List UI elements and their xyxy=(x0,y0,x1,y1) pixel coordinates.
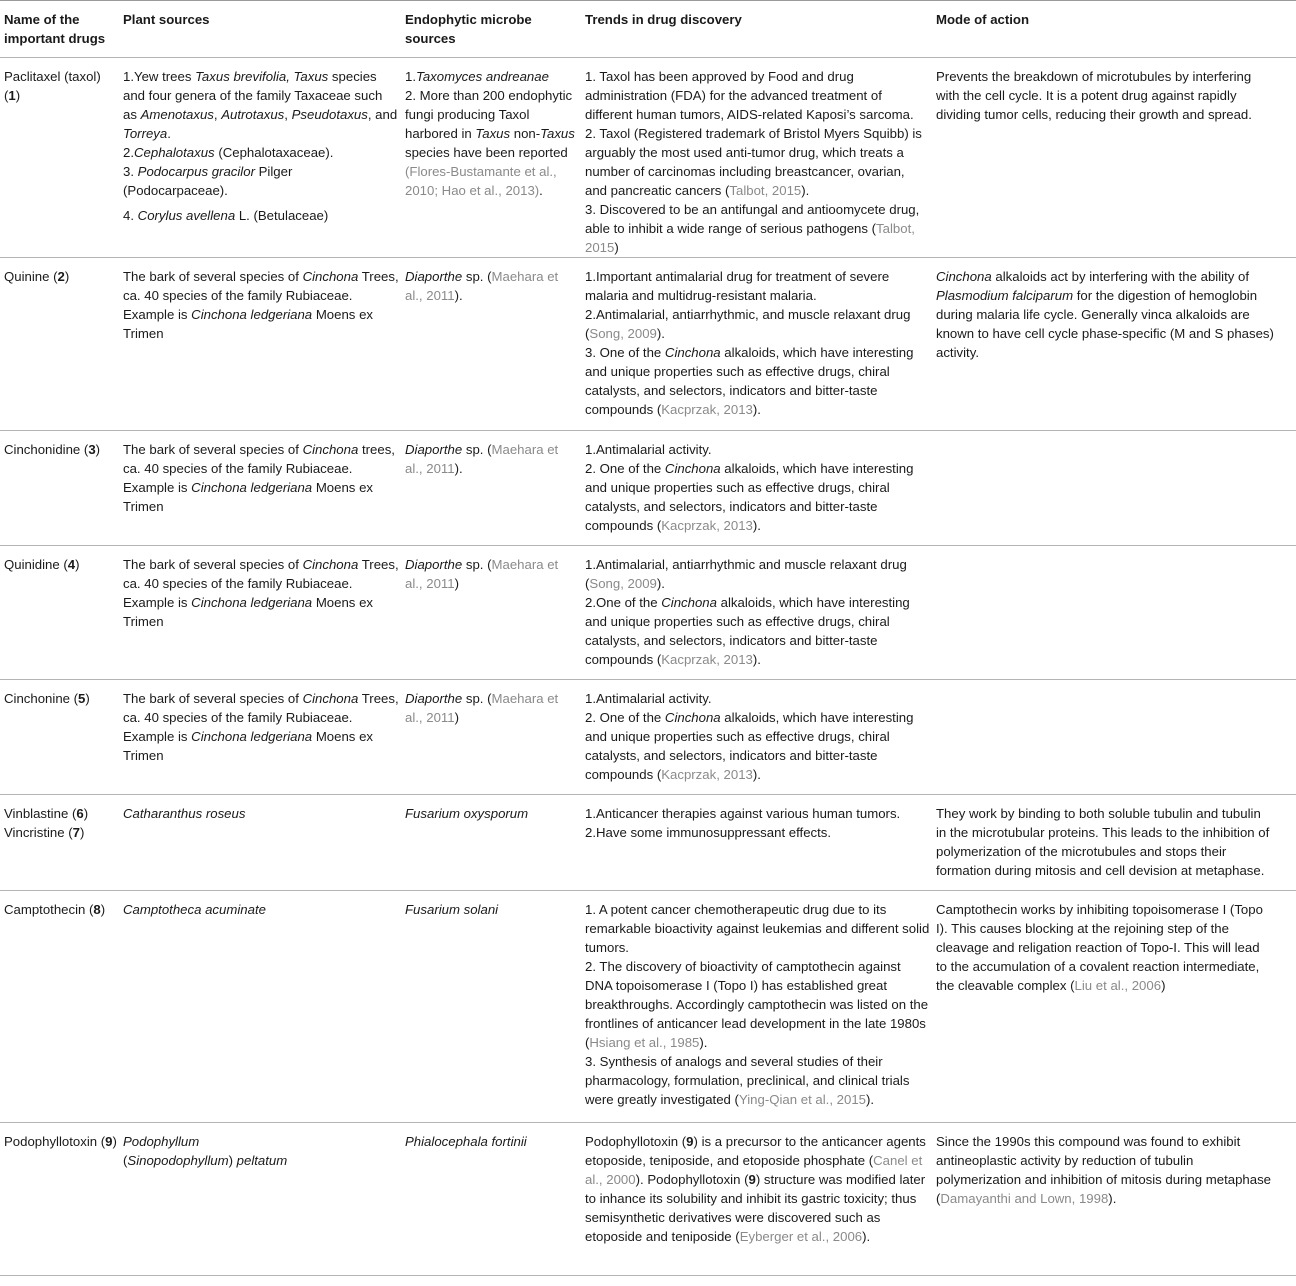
trends-cell xyxy=(585,431,936,545)
compound-number: 9 xyxy=(105,1134,113,1149)
trends-cell xyxy=(585,58,936,257)
microbe-sources-cell xyxy=(405,58,585,257)
italic-term: Corylus avellena xyxy=(137,208,236,223)
cell-paragraph: 3. Discovered to be an antifungal and antioomycete drug, able to inhibit a wide range of serious pathogens (Talbot, 2015) xyxy=(585,202,920,255)
cell-paragraph: 2. Taxol (Registered trademark of Bristol Myers Squibb) is arguably the most used anti-tumor drug, which treats a number of carcinomas including breastcancer, ovarian, and pancreatic cancers (Talbot, 2015). xyxy=(585,126,922,198)
citation-link[interactable]: Maehara et al., 2011 xyxy=(405,442,559,476)
citation-link[interactable]: Hsiang et al., 1985 xyxy=(589,1035,700,1050)
cell-paragraph: 2.Have some immunosuppressant effects. xyxy=(585,825,832,840)
citation-link[interactable]: Maehara et al., 2011 xyxy=(405,691,559,725)
italic-term: Taxomyces andreanae xyxy=(416,69,549,84)
cell-paragraph: 3. One of the Cinchona alkaloids, which have interesting and unique properties such as effective drugs, chiral catalysts, and selectors, indicators and bitter-taste compounds (Kacprzak, 2013). xyxy=(585,345,914,417)
trends-cell xyxy=(585,795,936,890)
drug-name-cell xyxy=(0,431,123,545)
drug-name-cell xyxy=(0,891,123,1122)
citation-link[interactable]: Kacprzak, 2013 xyxy=(661,767,753,782)
table-row xyxy=(0,891,1296,1123)
italic-term: Cinchona ledgeriana xyxy=(191,729,313,744)
drug-name: Quinine (2) xyxy=(4,269,70,284)
italic-term: Diaporthe xyxy=(405,557,463,572)
cell-paragraph: The bark of several species of Cinchona Trees, ca. 40 species of the family Rubiaceae. Example is Cinchona ledgeriana Moens ex Trimen xyxy=(123,557,399,629)
cell-paragraph: 2. The discovery of bioactivity of camptothecin against DNA topoisomerase I (Topo I) has established great breakthroughs. Accordingly camptothecin was listed on the frontlines of anticancer lead development in the late 1980s (Hsiang et al., 1985). xyxy=(585,959,929,1050)
drug-name: Podophyllotoxin (9) xyxy=(4,1134,117,1149)
plant-sources-cell xyxy=(123,891,405,1122)
header-trends: Trends in drug discovery xyxy=(585,12,742,27)
drug-name-cell xyxy=(0,680,123,794)
drug-name-cell xyxy=(0,546,123,679)
cell-paragraph xyxy=(405,804,579,823)
citation-link[interactable]: Kacprzak, 2013 xyxy=(661,402,753,417)
compound-number: 5 xyxy=(78,691,86,706)
plant-sources-cell xyxy=(123,258,405,430)
header-mode-of-action: Mode of action xyxy=(936,12,1030,27)
italic-term: Amenotaxus xyxy=(140,107,214,122)
italic-term: Cinchona xyxy=(302,269,359,284)
cell-paragraph: The bark of several species of Cinchona Trees, ca. 40 species of the family Rubiaceae. Example is Cinchona ledgeriana Moens ex Trimen xyxy=(123,269,399,341)
citation-link[interactable]: Song, 2009 xyxy=(589,576,657,591)
italic-term: Cinchona xyxy=(302,442,359,457)
cell-paragraph: Podophyllotoxin (9) is a precursor to the anticancer agents etoposide, teniposide, and etoposide phosphate (Canel et al., 2000). Podophyllotoxin (9) structure was modified later to inhance its solubility and inhibit its gastric toxicity; thus semisynthetic derivatives were discovered such as etoposide and teniposide (Eyberger et al., 2006). xyxy=(585,1134,926,1244)
compound-number: 2 xyxy=(57,269,65,284)
cell-paragraph xyxy=(123,900,399,919)
italic-term: Cinchona xyxy=(661,595,717,610)
header-plant-sources: Plant sources xyxy=(123,12,210,27)
microbe-sources-cell xyxy=(405,258,585,430)
compound-number: 3 xyxy=(88,442,96,457)
italic-term: Cinchona xyxy=(664,345,721,360)
citation-link[interactable]: Kacprzak, 2013 xyxy=(661,518,753,533)
cell-paragraph: 1.Yew trees Taxus brevifolia, Taxus species and four genera of the family Taxaceae such as Amenotaxus, Autrotaxus, Pseudotaxus, and Torreya. xyxy=(123,69,398,141)
citation-link[interactable]: Maehara et al., 2011 xyxy=(405,557,559,591)
table-row xyxy=(0,431,1296,546)
mode-of-action-cell xyxy=(936,546,1280,679)
cell-paragraph: Camptothecin works by inhibiting topoisomerase I (Topo I). This causes blocking at the rejoining step of the cleavage and religation reaction of Topo-I. This will lead to the accumulation of a covalent reaction intermediate, the cleavable complex (Liu et al., 2006) xyxy=(936,902,1263,993)
compound-number: 7 xyxy=(72,825,80,840)
italic-term: Fusarium solani xyxy=(405,902,499,917)
cell-paragraph: 2.Cephalotaxus (Cephalotaxaceae). xyxy=(123,145,334,160)
drug-name: Camptothecin (8) xyxy=(4,902,106,917)
cell-paragraph: Cinchona alkaloids act by interfering with the ability of Plasmodium falciparum for the digestion of hemoglobin during malaria life cycle. Generally vinca alkaloids are known to have cell cycle phase-specific (M and S phases) activity. xyxy=(936,269,1274,360)
italic-term: Cinchona ledgeriana xyxy=(191,595,313,610)
plant-sources-cell xyxy=(123,546,405,679)
italic-term: Sinopodophyllum xyxy=(127,1153,229,1168)
mode-of-action-cell xyxy=(936,431,1280,545)
mode-of-action-cell xyxy=(936,680,1280,794)
italic-term: Podocarpus gracilor xyxy=(137,164,255,179)
italic-term: Diaporthe xyxy=(405,691,463,706)
table-row xyxy=(0,258,1296,431)
citation-link[interactable]: Kacprzak, 2013 xyxy=(661,652,753,667)
table-header xyxy=(0,0,1296,58)
cell-paragraph: 2. One of the Cinchona alkaloids, which have interesting and unique properties such as effective drugs, chiral catalysts, and selectors, indicators and bitter-taste compounds (Kacprzak, 2013). xyxy=(585,710,914,782)
trends-cell xyxy=(585,891,936,1122)
cell-paragraph xyxy=(405,900,579,919)
compound-number: 9 xyxy=(686,1134,694,1149)
mode-of-action-cell xyxy=(936,1123,1280,1275)
cell-paragraph: Diaporthe sp. (Maehara et al., 2011). xyxy=(405,269,559,303)
mode-of-action-cell xyxy=(936,891,1280,1122)
table-row xyxy=(0,58,1296,258)
italic-term: Cinchona xyxy=(302,557,359,572)
table-row xyxy=(0,546,1296,680)
trends-cell xyxy=(585,680,936,794)
header-microbe-sources: Endophytic microbe sources xyxy=(405,12,532,46)
drug-name-cell xyxy=(0,58,123,257)
italic-term: Cinchona xyxy=(302,691,359,706)
citation-link[interactable]: Talbot, 2015 xyxy=(585,221,915,255)
citation-link[interactable]: Liu et al., 2006 xyxy=(1074,978,1162,993)
cell-paragraph: 2.Antimalarial, antiarrhythmic, and muscle relaxant drug (Song, 2009). xyxy=(585,307,911,341)
citation-link[interactable]: Ying-Qian et al., 2015 xyxy=(738,1092,867,1107)
table-body xyxy=(0,58,1296,1276)
mode-of-action-cell xyxy=(936,58,1280,257)
trends-cell xyxy=(585,1123,936,1275)
drug-name-cell xyxy=(0,258,123,430)
italic-term: Catharanthus roseus xyxy=(123,806,246,821)
cell-paragraph: 1.Important antimalarial drug for treatment of severe malaria and multidrug-resistant malaria. xyxy=(585,269,890,303)
microbe-sources-cell xyxy=(405,431,585,545)
citation-link[interactable]: Maehara et al., 2011 xyxy=(405,269,559,303)
italic-term: Diaporthe xyxy=(405,442,463,457)
italic-term: Plasmodium falciparum xyxy=(936,288,1074,303)
italic-term: Taxus xyxy=(475,126,511,141)
cell-paragraph: 1.Anticancer therapies against various human tumors. xyxy=(585,806,901,821)
cell-paragraph: 2. One of the Cinchona alkaloids, which have interesting and unique properties such as effective drugs, chiral catalysts, and selectors, indicators and bitter-taste compounds (Kacprzak, 2013). xyxy=(585,461,914,533)
cell-paragraph: 4. Corylus avellena L. (Betulaceae) xyxy=(123,208,329,223)
citation-link[interactable]: Damayanthi and Lown, 1998 xyxy=(940,1191,1109,1206)
italic-term: Taxus brevifolia, Taxus xyxy=(195,69,329,84)
italic-term: Cinchona xyxy=(664,710,721,725)
microbe-sources-cell xyxy=(405,680,585,794)
plant-sources-cell xyxy=(123,58,405,257)
cell-paragraph: The bark of several species of Cinchona Trees, ca. 40 species of the family Rubiaceae. Example is Cinchona ledgeriana Moens ex Trimen xyxy=(123,691,399,763)
drug-name: Quinidine (4) xyxy=(4,557,80,572)
italic-term: Fusarium oxysporum xyxy=(405,806,529,821)
compound-number: 8 xyxy=(93,902,101,917)
compound-number: 4 xyxy=(67,557,76,572)
cell-paragraph: 3. Synthesis of analogs and several studies of their pharmacology, formulation, preclinical, and clinical trials were greatly investigated (Ying-Qian et al., 2015). xyxy=(585,1054,910,1107)
cell-paragraph xyxy=(405,1132,579,1151)
cell-paragraph: 1. A potent cancer chemotherapeutic drug due to its remarkable bioactivity against leukemias and different solid tumors. xyxy=(585,902,930,955)
cell-paragraph: Diaporthe sp. (Maehara et al., 2011) xyxy=(405,557,559,591)
trends-cell xyxy=(585,258,936,430)
citation-link[interactable]: Talbot, 2015 xyxy=(729,183,802,198)
citation-link[interactable]: Eyberger et al., 2006 xyxy=(739,1229,863,1244)
drug-name: Paclitaxel (taxol) (1) xyxy=(4,69,101,103)
plant-sources-cell xyxy=(123,1123,405,1275)
drug-name: Cinchonidine (3) xyxy=(4,442,101,457)
microbe-sources-cell xyxy=(405,546,585,679)
plant-sources-cell xyxy=(123,680,405,794)
table-row xyxy=(0,795,1296,891)
drug-name-cell xyxy=(0,795,123,890)
plant-sources-cell xyxy=(123,795,405,890)
cell-paragraph: 3. Podocarpus gracilor Pilger (Podocarpaceae). xyxy=(123,164,293,198)
cell-paragraph: Since the 1990s this compound was found to exhibit antineoplastic activity by reduction of tubulin polymerization and inhibition of mitosis during metaphase (Damayanthi and Lown, 1998). xyxy=(936,1134,1271,1206)
cell-paragraph: Diaporthe sp. (Maehara et al., 2011). xyxy=(405,442,559,476)
italic-term: Phialocephala fortinii xyxy=(405,1134,527,1149)
cell-paragraph: 1.Antimalarial activity. xyxy=(585,442,712,457)
microbe-sources-cell xyxy=(405,891,585,1122)
microbe-sources-cell xyxy=(405,1123,585,1275)
drug-name-cell xyxy=(0,1123,123,1275)
italic-term: Cephalotaxus xyxy=(134,145,215,160)
mode-of-action-cell xyxy=(936,795,1280,890)
microbe-sources-cell xyxy=(405,795,585,890)
cell-paragraph: Diaporthe sp. (Maehara et al., 2011) xyxy=(405,691,559,725)
drug-name: Cinchonine (5) xyxy=(4,691,90,706)
trends-cell xyxy=(585,546,936,679)
italic-term: peltatum xyxy=(236,1153,288,1168)
table-row xyxy=(0,680,1296,795)
compound-number: 9 xyxy=(748,1172,756,1187)
italic-term: Podophyllum xyxy=(123,1134,200,1149)
cell-paragraph: 2. More than 200 endophytic fungi producing Taxol harbored in Taxus non-Taxus species have been reported (Flores-Bustamante et al., 2010; Hao et al., 2013). xyxy=(405,88,575,198)
cell-paragraph: They work by binding to both soluble tubulin and tubulin in the microtubular proteins. This leads to the inhibition of polymerization of the microtubules and stops their formation during mitosis and cell devision at metaphase. xyxy=(936,806,1270,878)
italic-term: Torreya xyxy=(123,126,168,141)
italic-term: Taxus xyxy=(540,126,575,141)
cell-paragraph: 1.Antimalarial activity. xyxy=(585,691,712,706)
cell-paragraph: 1.Antimalarial, antiarrhythmic and muscle relaxant drug (Song, 2009). xyxy=(585,557,907,591)
cell-paragraph: Podophyllum (Sinopodophyllum) peltatum xyxy=(123,1134,288,1168)
cell-paragraph xyxy=(123,804,399,823)
plant-sources-cell xyxy=(123,431,405,545)
italic-term: Autrotaxus xyxy=(221,107,285,122)
citation-link[interactable]: (Flores-Bustamante et al., 2010; Hao et al., 2013) xyxy=(405,164,557,198)
mode-of-action-cell xyxy=(936,258,1280,430)
italic-term: Cinchona xyxy=(664,461,721,476)
italic-term: Camptotheca acuminate xyxy=(123,902,266,917)
italic-term: Cinchona xyxy=(936,269,992,284)
table-row xyxy=(0,1123,1296,1276)
italic-term: Diaporthe xyxy=(405,269,463,284)
cell-paragraph: 1. Taxol has been approved by Food and drug administration (FDA) for the advanced treatment of different human tumors, AIDS-related Kaposi’s sarcoma. xyxy=(585,69,914,122)
cell-paragraph: The bark of several species of Cinchona trees, ca. 40 species of the family Rubiaceae. Example is Cinchona ledgeriana Moens ex Trimen xyxy=(123,442,395,514)
citation-link[interactable]: Canel et al., 2000 xyxy=(585,1153,923,1187)
italic-term: Pseudotaxus xyxy=(291,107,368,122)
italic-term: Cinchona ledgeriana xyxy=(191,480,313,495)
cell-paragraph: 2.One of the Cinchona alkaloids, which have interesting and unique properties such as effective drugs, chiral catalysts, and selectors, indicators and bitter-taste compounds (Kacprzak, 2013). xyxy=(585,595,910,667)
header-drug: Name of the important drugs xyxy=(4,12,106,46)
cell-paragraph: 1.Taxomyces andreanae xyxy=(405,69,549,84)
compound-number: 6 xyxy=(76,806,84,821)
italic-term: Cinchona ledgeriana xyxy=(191,307,313,322)
citation-link[interactable]: Song, 2009 xyxy=(589,326,657,341)
drug-name: Vinblastine (6) Vincristine (7) xyxy=(4,806,89,840)
cell-paragraph: Prevents the breakdown of microtubules by interfering with the cell cycle. It is a potent drug against rapidly dividing tumor cells, reducing their growth and spread. xyxy=(936,69,1252,122)
compound-number: 1 xyxy=(8,88,16,103)
